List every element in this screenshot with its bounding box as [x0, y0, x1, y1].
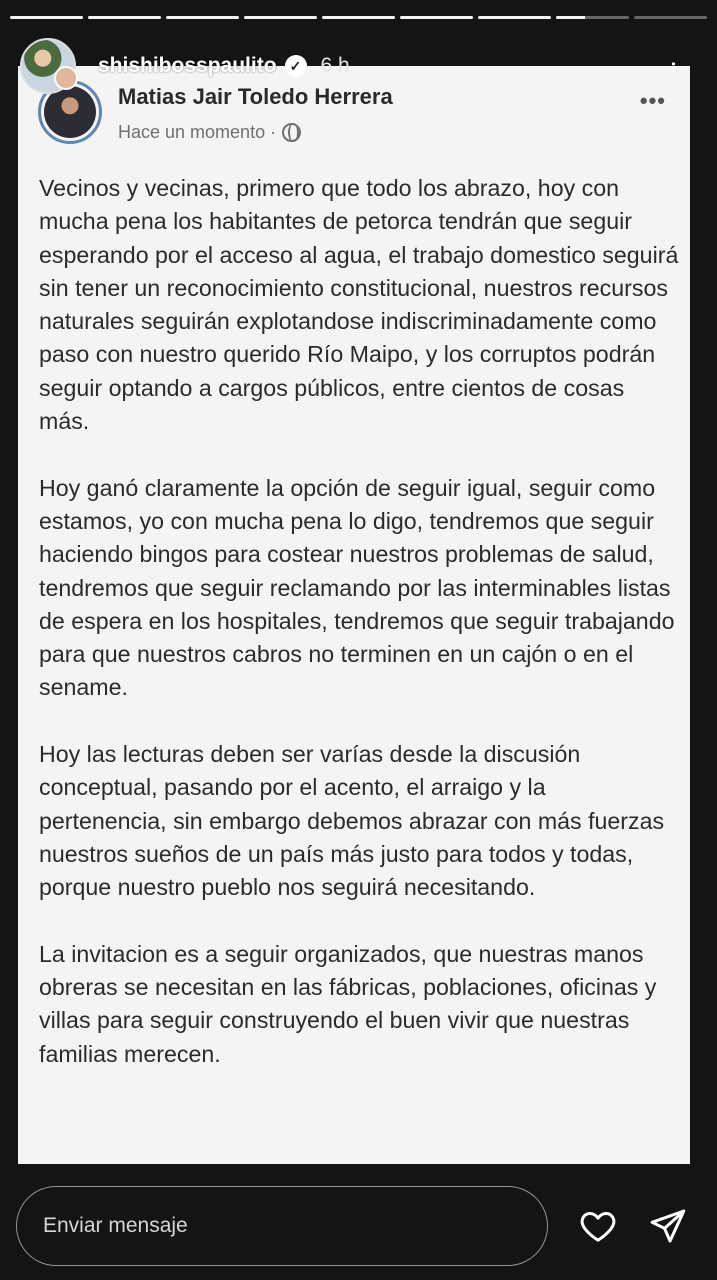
post-paragraph-3: Hoy las lecturas deben ser varías desde la discusión conceptual, pasando por el acento, el arraigo y la pertenencia, sin embargo debemos abrazar con más fuerzas nuestros sueños de un país más justo para todos y todas, porque nuestro pueblo nos seguirá necesitando. — [39, 741, 665, 901]
post-author-name: Matias Jair Toledo Herrera — [118, 84, 393, 109]
globe-icon — [282, 123, 301, 142]
story-progress-segment — [400, 16, 473, 19]
send-icon[interactable] — [648, 1206, 688, 1246]
post-timestamp: Hace un momento · — [118, 122, 277, 142]
story-progress-fill — [88, 16, 161, 19]
verified-badge-icon: ✓ — [285, 55, 307, 77]
story-progress-segment — [478, 16, 551, 19]
post-paragraph-1: Vecinos y vecinas, primero que todo los abrazo, hoy con mucha pena los habitantes de petorca tendrán que seguir esperando por el acceso al agua, el trabajo domestico seguirá sin tener un reconocimiento constitucional, nuestros recursos naturales seguirán explotandose indiscriminadamente como paso con nuestro querido Río Maipo, y los corruptos podrán seguir optando a cargos públicos, entre cientos de cosas más. — [39, 175, 679, 435]
heart-icon[interactable] — [578, 1206, 618, 1246]
post-body — [39, 172, 679, 1104]
story-progress-fill — [400, 16, 473, 19]
story-progress-segment — [556, 16, 629, 19]
send-message-input[interactable] — [16, 1186, 548, 1266]
reply-bar — [16, 1186, 701, 1266]
story-header — [20, 38, 697, 94]
story-progress-segment — [88, 16, 161, 19]
story-progress-fill — [322, 16, 395, 19]
story-progress-segment — [244, 16, 317, 19]
story-progress-fill — [478, 16, 551, 19]
story-progress-bar — [10, 16, 707, 19]
post-more-options-icon: ••• — [639, 88, 666, 113]
story-username[interactable]: shishibosspaulito — [98, 54, 277, 77]
story-more-options-icon[interactable]: ... — [666, 60, 697, 72]
post-paragraph-4: La invitacion es a seguir organizados, que nuestras manos obreras se necesitan en las fábricas, poblaciones, oficinas y villas para seguir construyendo el buen vivir que nuestras familias merecen. — [39, 940, 657, 1067]
story-progress-segment — [10, 16, 83, 19]
story-avatar[interactable] — [20, 38, 76, 94]
story-avatar-child — [54, 66, 78, 90]
story-progress-fill — [10, 16, 83, 19]
post-paragraph-2: Hoy ganó claramente la opción de seguir igual, seguir como estamos, yo con mucha pena lo digo, tendremos que seguir haciendo bingos para costear nuestros problemas de salud, tendremos que seguir reclamando por las interminables listas de espera en los hospitales, tendremos que seguir trabajando para que nuestros cabros no terminen en un cajón o en el sename. — [39, 474, 675, 701]
story-progress-fill — [244, 16, 317, 19]
story-progress-fill — [166, 16, 239, 19]
story-progress-segment — [634, 16, 707, 19]
story-progress-fill — [556, 16, 585, 19]
story-progress-segment — [322, 16, 395, 19]
shared-post-card — [18, 66, 690, 1164]
story-progress-segment — [166, 16, 239, 19]
story-time-ago: 6 h — [320, 54, 350, 77]
post-timestamp-row — [118, 122, 393, 143]
